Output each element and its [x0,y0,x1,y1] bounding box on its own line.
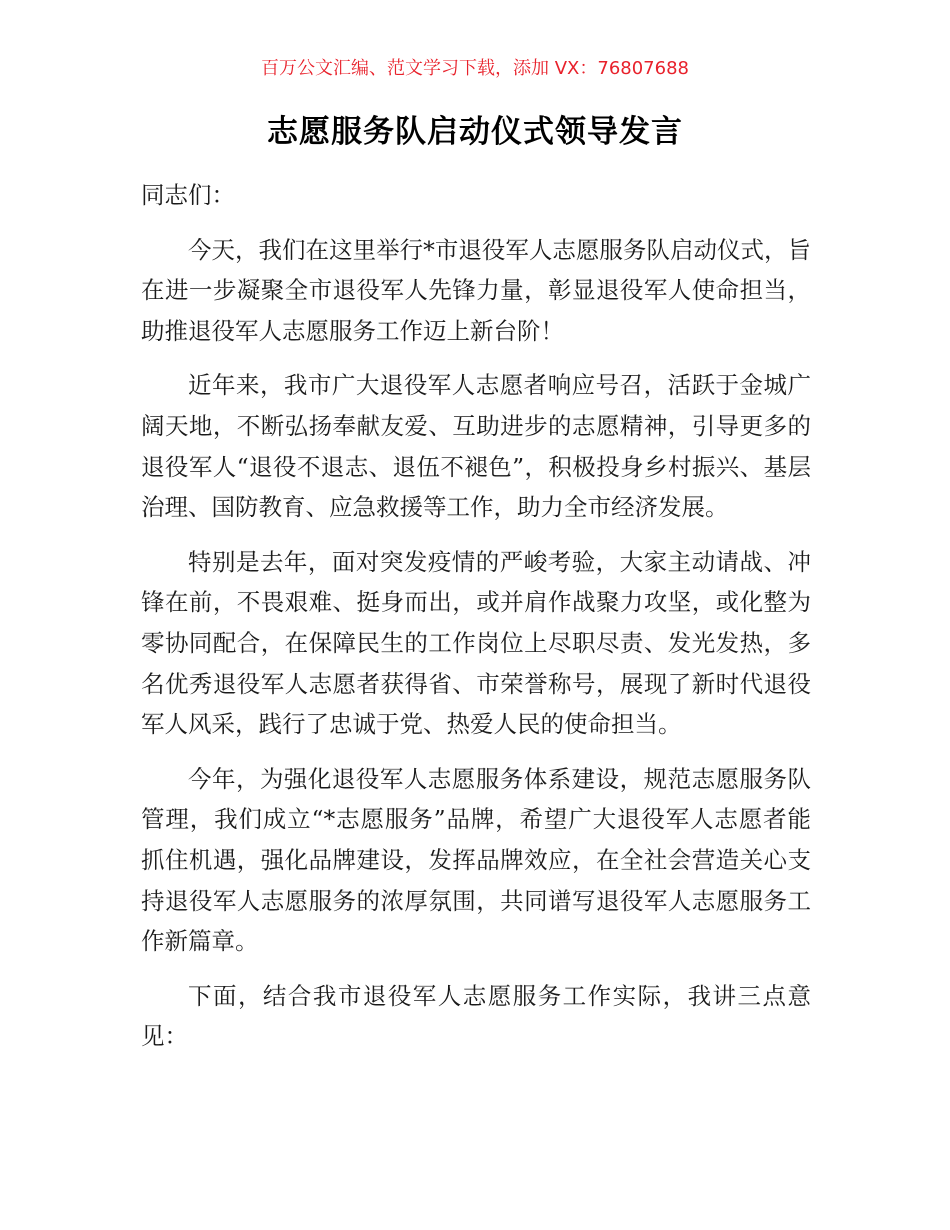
paragraph: 近年来，我市广大退役军人志愿者响应号召，活跃于金城广阔天地，不断弘扬奉献友爱、互助进步的志愿精神，引导更多的退役军人“退役不退志、退伍不褪色”，积极投身乡村振兴、基层治理、国防教育、应急救援等工作，助力全市经济发展。 [141,371,811,522]
watermark-banner: 百万公文汇编、范文学习下载，添加 VX：76807688 [261,58,689,79]
document-title: 志愿服务队启动仪式领导发言 [267,114,683,150]
paragraph: 今天，我们在这里举行*市退役军人志愿服务队启动仪式，旨在进一步凝聚全市退役军人先锋力量，彰显退役军人使命担当，助推退役军人志愿服务工作迈上新台阶！ [141,235,811,345]
paragraph: 下面，结合我市退役军人志愿服务工作实际，我讲三点意见： [141,981,811,1051]
paragraph: 特别是去年，面对突发疫情的严峻考验，大家主动请战、冲锋在前，不畏艰难、挺身而出，或并肩作战聚力攻坚，或化整为零协同配合，在保障民生的工作岗位上尽职尽责、发光发热，多名优秀退役军人志愿者获得省、市荣誉称号，展现了新时代退役军人风采，践行了忠诚于党、热爱人民的使命担当。 [141,547,811,739]
paragraph: 今年，为强化退役军人志愿服务体系建设，规范志愿服务队管理，我们成立“*志愿服务”品牌，希望广大退役军人志愿者能抓住机遇，强化品牌建设，发挥品牌效应，在全社会营造关心支持退役军人志愿服务的浓厚氛围，共同谱写退役军人志愿服务工作新篇章。 [141,764,811,956]
salutation: 同志们： [141,181,235,209]
document-body [141,175,811,1071]
